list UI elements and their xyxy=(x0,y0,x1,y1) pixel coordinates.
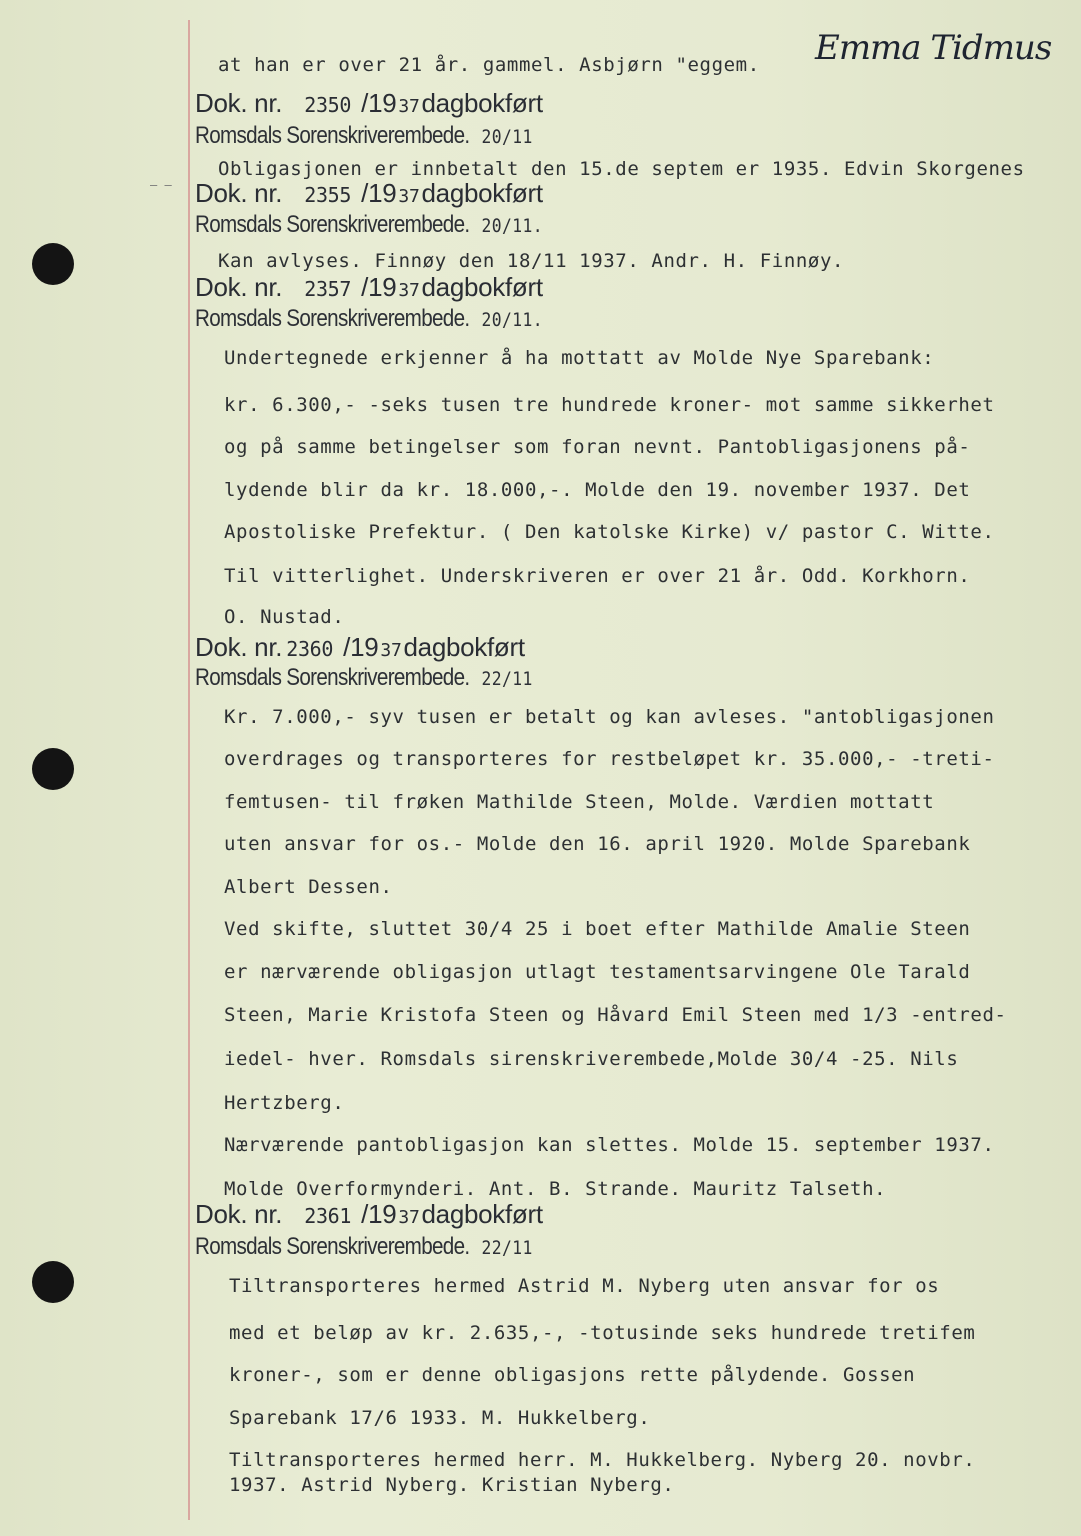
dok-label: Dok. nr. xyxy=(195,272,283,302)
dok-year-prefix: /19 xyxy=(361,272,397,302)
stamp-date: 20/11. xyxy=(481,309,544,331)
text-line: med et beløp av kr. 2.635,-, -totusinde seks hundrede tretifem xyxy=(229,1322,976,1344)
text-line: Albert Dessen. xyxy=(224,876,393,898)
office-stamp xyxy=(195,122,533,150)
text-line: Sparebank 17/6 1933. M. Hukkelberg. xyxy=(229,1407,651,1429)
text-line: Hertzberg. xyxy=(224,1092,345,1114)
dok-stamp xyxy=(195,632,525,663)
stamp-date: 22/11 xyxy=(481,1237,533,1259)
dagbokfort-label: dagbokført xyxy=(421,1199,543,1229)
office-stamp xyxy=(195,1233,533,1261)
text-line: overdrages og transporteres for restbeløpet kr. 35.000,- -treti- xyxy=(224,748,995,770)
dok-year-suffix: 37 xyxy=(398,1207,420,1228)
office-name: Romsdals Sorenskriverembede. xyxy=(195,1233,470,1260)
text-line: 1937. Astrid Nyberg. Kristian Nyberg. xyxy=(229,1474,675,1496)
signature: Emma Tidmus xyxy=(815,28,1052,68)
text-line: Tiltransporteres hermed Astrid M. Nyberg uten ansvar for os xyxy=(229,1275,940,1297)
text-line: lydende blir da kr. 18.000,-. Molde den 19. november 1937. Det xyxy=(224,479,971,501)
text-line: uten ansvar for os.- Molde den 16. april 1920. Molde Sparebank xyxy=(224,833,971,855)
punch-hole xyxy=(32,1261,74,1303)
dagbokfort-label: dagbokført xyxy=(421,178,543,208)
punch-hole xyxy=(32,748,74,790)
margin-mark: – – xyxy=(150,178,172,192)
text-line: Kr. 7.000,- syv tusen er betalt og kan avleses. "antobligasjonen xyxy=(224,706,995,728)
office-stamp xyxy=(195,305,543,333)
dok-number: 2357 xyxy=(304,277,352,301)
dok-year-suffix: 37 xyxy=(380,640,402,661)
dok-number: 2360 xyxy=(286,637,334,661)
text-line: og på samme betingelser som foran nevnt. Pantobligasjonens på- xyxy=(224,436,971,458)
dok-year-prefix: /19 xyxy=(343,632,379,662)
dok-label: Dok. nr. xyxy=(195,1199,283,1229)
text-line: kr. 6.300,- -seks tusen tre hundrede kroner- mot samme sikkerhet xyxy=(224,394,995,416)
office-name: Romsdals Sorenskriverembede. xyxy=(195,305,470,332)
dok-stamp xyxy=(195,88,543,119)
text-line: er nærværende obligasjon utlagt testamentsarvingene Ole Tarald xyxy=(224,961,971,983)
text-line: Undertegnede erkjenner å ha mottatt av Molde Nye Sparebank: xyxy=(224,347,935,369)
text-line: Tiltransporteres hermed herr. M. Hukkelberg. Nyberg 20. novbr. xyxy=(229,1449,976,1471)
office-stamp xyxy=(195,664,533,692)
dagbokfort-label: dagbokført xyxy=(403,632,525,662)
text-line: Molde Overformynderi. Ant. B. Strande. Mauritz Talseth. xyxy=(224,1178,887,1200)
dok-stamp xyxy=(195,1199,543,1230)
dagbokfort-label: dagbokført xyxy=(421,272,543,302)
dok-year-prefix: /19 xyxy=(361,178,397,208)
dok-label: Dok. nr. xyxy=(195,88,283,118)
dok-number: 2355 xyxy=(304,183,352,207)
text-line: Kan avlyses. Finnøy den 18/11 1937. Andr. H. Finnøy. xyxy=(218,250,845,272)
text-line: femtusen- til frøken Mathilde Steen, Molde. Værdien mottatt xyxy=(224,791,935,813)
text-line: Til vitterlighet. Underskriveren er over 21 år. Odd. Korkhorn. xyxy=(224,565,971,587)
punch-hole xyxy=(32,243,74,285)
dok-number: 2350 xyxy=(304,93,352,117)
dok-stamp xyxy=(195,178,543,209)
office-name: Romsdals Sorenskriverembede. xyxy=(195,122,470,149)
stamp-date: 22/11 xyxy=(481,668,533,690)
margin-line xyxy=(188,20,190,1520)
dok-year-suffix: 37 xyxy=(398,186,420,207)
text-line: Obligasjonen er innbetalt den 15.de septem er 1935. Edvin Skorgenes xyxy=(218,158,1025,180)
text-line: Apostoliske Prefektur. ( Den katolske Kirke) v/ pastor C. Witte. xyxy=(224,521,995,543)
dok-year-prefix: /19 xyxy=(361,1199,397,1229)
dok-year-prefix: /19 xyxy=(361,88,397,118)
office-stamp xyxy=(195,211,543,239)
text-line: O. Nustad. xyxy=(224,606,345,628)
text-line: iedel- hver. Romsdals sirenskriverembede,Molde 30/4 -25. Nils xyxy=(224,1048,959,1070)
text-line: Nærværende pantobligasjon kan slettes. Molde 15. september 1937. xyxy=(224,1134,995,1156)
text-line: kroner-, som er denne obligasjons rette pålydende. Gossen xyxy=(229,1364,916,1386)
office-name: Romsdals Sorenskriverembede. xyxy=(195,211,470,238)
dok-label: Dok. nr. xyxy=(195,632,283,662)
dok-year-suffix: 37 xyxy=(398,280,420,301)
header-line: at han er over 21 år. gammel. Asbjørn "eggem. xyxy=(218,54,760,76)
dok-number: 2361 xyxy=(304,1204,352,1228)
office-name: Romsdals Sorenskriverembede. xyxy=(195,664,470,691)
dok-year-suffix: 37 xyxy=(398,96,420,117)
text-line: Ved skifte, sluttet 30/4 25 i boet efter Mathilde Amalie Steen xyxy=(224,918,971,940)
text-line: Steen, Marie Kristofa Steen og Håvard Emil Steen med 1/3 -entred- xyxy=(224,1004,1007,1026)
dagbokfort-label: dagbokført xyxy=(421,88,543,118)
stamp-date: 20/11. xyxy=(481,215,544,237)
dok-stamp xyxy=(195,272,543,303)
stamp-date: 20/11 xyxy=(481,126,533,148)
dok-label: Dok. nr. xyxy=(195,178,283,208)
